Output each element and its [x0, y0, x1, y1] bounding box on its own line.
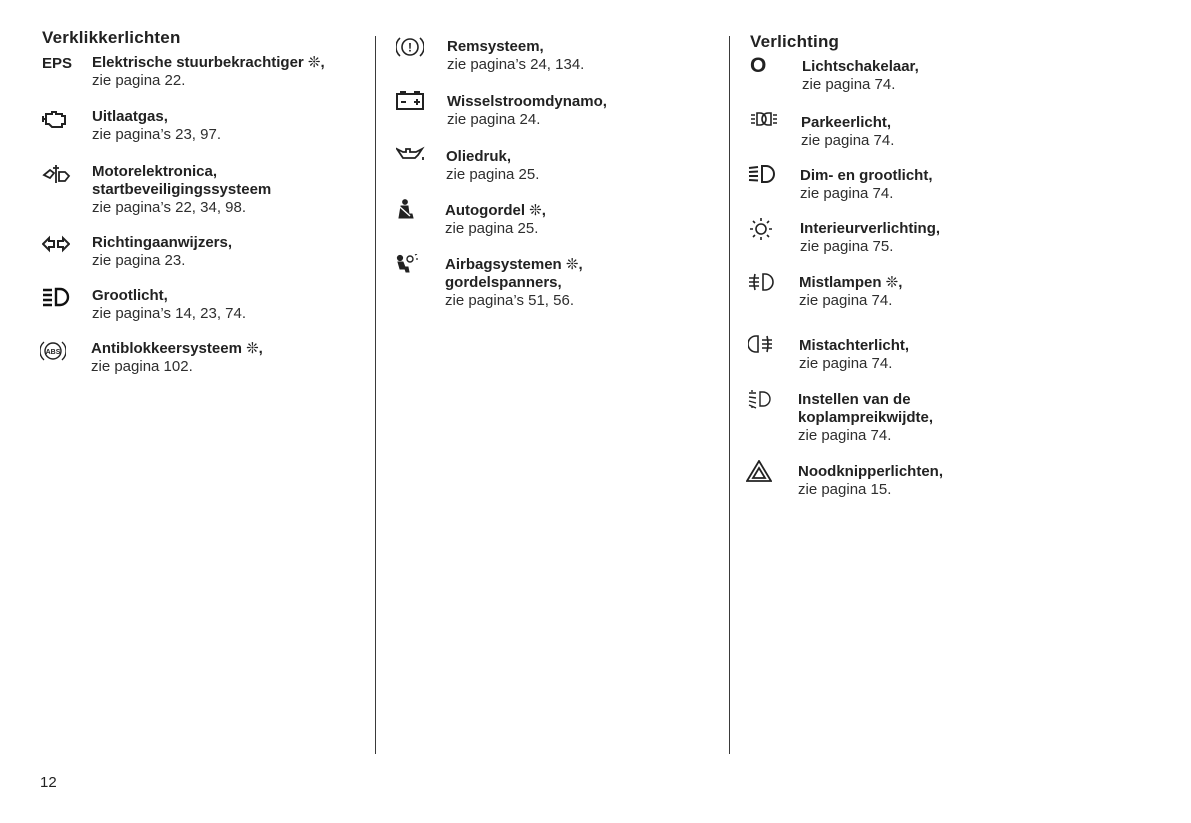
entry-ref: zie pagina’s 51, 56.: [445, 292, 574, 309]
hazard-warning-icon: [746, 460, 790, 482]
entry-ref: zie pagina 22.: [92, 72, 186, 89]
engine-electronics-icon: [42, 163, 86, 185]
page-number: 12: [40, 774, 57, 791]
entry-title: startbeveiligingssysteem: [92, 181, 272, 198]
column-divider: [729, 36, 730, 754]
engine-exhaust-icon: [42, 108, 86, 130]
entry-title: koplampreikwijdte,: [798, 409, 934, 426]
parking-light-icon: [750, 111, 794, 133]
entry-ref: zie pagina 74.: [802, 76, 896, 93]
entry-ref: zie pagina 25.: [446, 166, 540, 183]
entry-ref: zie pagina’s 14, 23, 74.: [92, 305, 247, 322]
rear-fog-light-icon: [748, 334, 792, 356]
section-heading: Verlichting: [750, 32, 840, 51]
section-heading: Verklikkerlichten: [42, 28, 181, 47]
abs-icon-label: ABS: [45, 349, 61, 356]
entry-title: Grootlicht,: [92, 287, 168, 304]
entry-title: Airbagsystemen ❊,: [445, 256, 583, 273]
entry-ref: zie pagina 74.: [798, 427, 892, 444]
entry-title: Remsysteem,: [447, 38, 544, 55]
airbag-icon: [396, 254, 440, 276]
entry-ref: zie pagina 74.: [801, 132, 895, 149]
entry-ref: zie pagina’s 22, 34, 98.: [92, 199, 247, 216]
entry-title: Instellen van de: [798, 391, 911, 408]
entry-title: Elektrische stuurbekrachtiger ❊,: [92, 54, 325, 71]
entry-ref: zie pagina’s 23, 97.: [92, 126, 221, 143]
entry-ref: zie pagina 102.: [91, 358, 193, 375]
entry-ref: zie pagina 15.: [798, 481, 892, 498]
entry-ref: zie pagina 74.: [799, 292, 893, 309]
entry-title: Mistlampen ❊,: [799, 274, 903, 291]
entry-title: Autogordel ❊,: [445, 202, 546, 219]
eps-icon: EPS: [42, 55, 73, 72]
high-beam-icon: [42, 287, 86, 309]
svg-text:!: !: [408, 40, 412, 55]
entry-ref: zie pagina 24.: [447, 111, 541, 128]
dipped-high-beam-icon: [748, 164, 792, 186]
entry-title: Dim- en grootlicht,: [800, 167, 933, 184]
entry-title: Richtingaanwijzers,: [92, 234, 233, 251]
seatbelt-icon: [396, 199, 440, 221]
entry-title: Motorelektronica,: [92, 163, 218, 180]
fog-light-icon: [748, 272, 792, 294]
brake-icon: [396, 36, 440, 58]
entry-title: Interieurverlichting,: [800, 220, 941, 237]
battery-icon: [396, 91, 440, 113]
entry-title: Noodknipperlichten,: [798, 463, 944, 480]
entry-ref: zie pagina 74.: [800, 185, 894, 202]
entry-ref: zie pagina 25.: [445, 220, 539, 237]
entry-title: Wisselstroomdynamo,: [447, 93, 607, 110]
column-divider: [375, 36, 376, 754]
entry-title: Mistachterlicht,: [799, 337, 910, 354]
entry-ref: zie pagina’s 24, 134.: [447, 56, 585, 73]
entry-ref: zie pagina 75.: [800, 238, 894, 255]
headlight-range-icon: [748, 389, 792, 411]
entry-title: Lichtschakelaar,: [802, 58, 919, 75]
light-switch-icon: O: [750, 54, 767, 77]
entry-ref: zie pagina 74.: [799, 355, 893, 372]
entry-ref: zie pagina 23.: [92, 252, 186, 269]
turn-signal-icon: [42, 234, 86, 256]
oil-can-icon: [396, 146, 440, 168]
abs-icon: [40, 340, 84, 362]
entry-title: Antiblokkeersysteem ❊,: [91, 340, 263, 357]
entry-title: Parkeerlicht,: [801, 114, 892, 131]
interior-light-icon: [748, 217, 792, 239]
entry-title: Uitlaatgas,: [92, 108, 168, 125]
entry-title: Oliedruk,: [446, 148, 512, 165]
entry-title: gordelspanners,: [445, 274, 562, 291]
